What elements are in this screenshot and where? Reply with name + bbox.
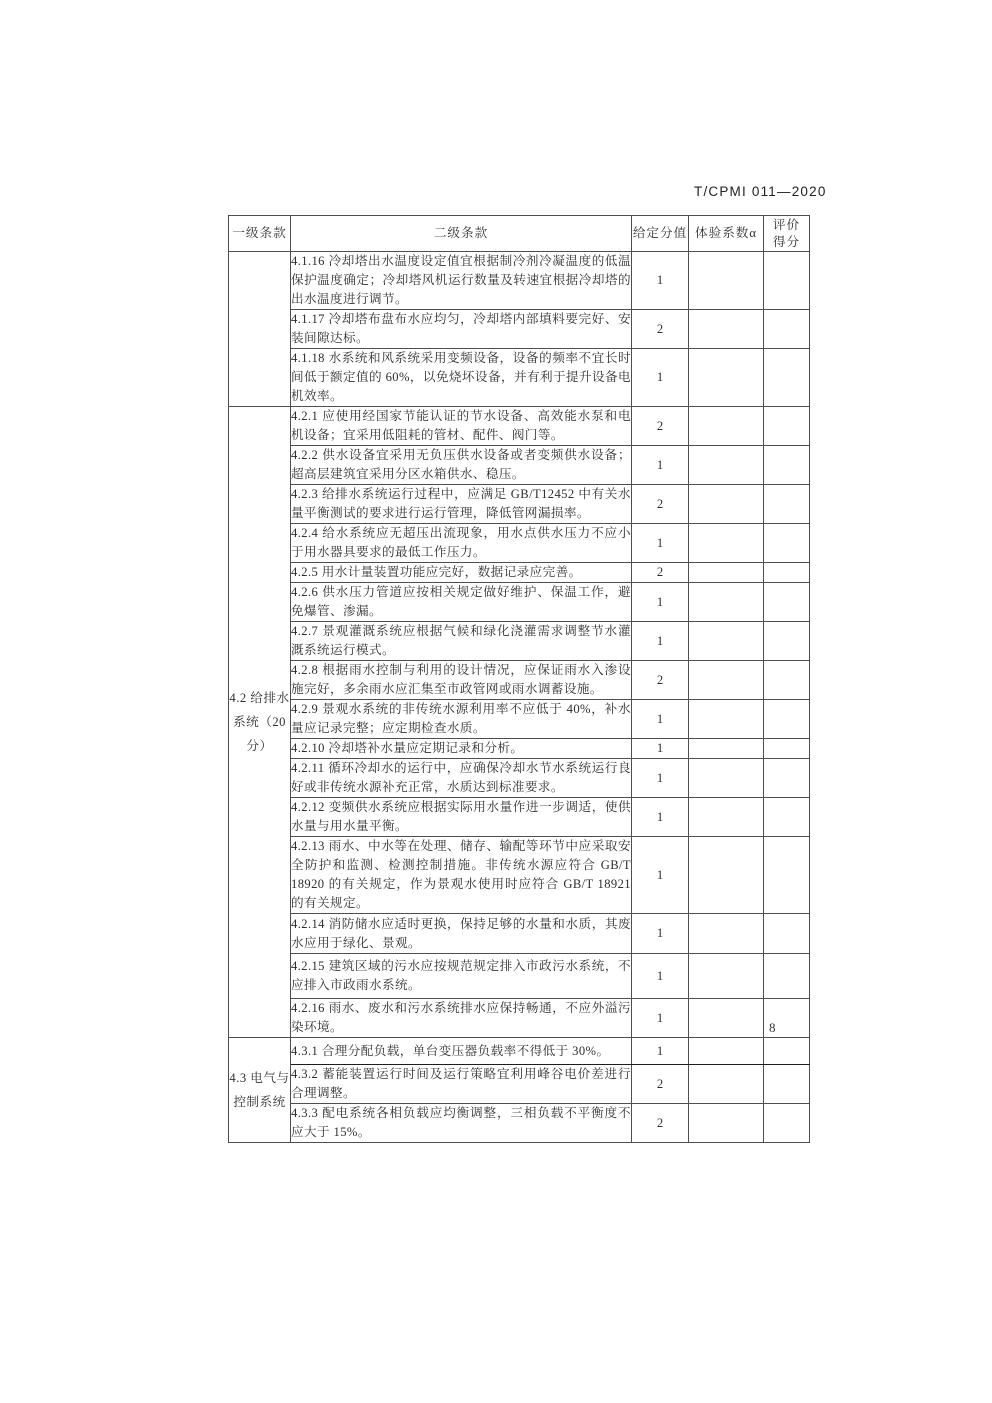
table-row: [229, 583, 810, 622]
table-row: [229, 798, 810, 837]
given-score-value: 2: [632, 563, 689, 583]
clause-text: 4.2.4 给水系统应无超压出流现象，用水点供水压力不应小于用水器具要求的最低工作压力。: [291, 524, 632, 563]
header-level2-clauses: 二级条款: [291, 216, 632, 252]
coefficient-cell: [689, 914, 764, 954]
clause-text: 4.2.7 景观灌溉系统应根据气候和绿化浇灌需求调整节水灌溉系统运行模式。: [291, 622, 632, 661]
table-row: [229, 739, 810, 759]
given-score-value: 1: [632, 999, 689, 1038]
evaluation-score-cell: [764, 349, 810, 407]
clause-text: 4.2.2 供水设备宜采用无负压供水设备或者变频供水设备；超高层建筑宜采用分区水箱供水、稳压。: [291, 446, 632, 485]
clause-text: 4.3.3 配电系统各相负载应均衡调整，三相负载不平衡度不应大于 15%。: [291, 1104, 632, 1143]
table-row: [229, 524, 810, 563]
given-score-value: 1: [632, 446, 689, 485]
page-number: 8: [769, 1020, 776, 1035]
clause-text: 4.2.13 雨水、中水等在处理、储存、输配等环节中应采取安全防护和监测、检测控制措施。非传统水源应符合 GB/T 18920 的有关规定，作为景观水使用时应符合 GB/T 18921 的有关规定。: [291, 837, 632, 914]
coefficient-cell: [689, 349, 764, 407]
given-score-value: 1: [632, 252, 689, 310]
coefficient-cell: [689, 407, 764, 446]
given-score-value: 1: [632, 914, 689, 954]
header-evaluation-score-line2: 得分: [772, 234, 801, 249]
evaluation-score-cell: [764, 914, 810, 954]
evaluation-score-cell: [764, 524, 810, 563]
evaluation-score-cell: [764, 661, 810, 700]
evaluation-score-cell: [764, 583, 810, 622]
table-row: [229, 1065, 810, 1104]
table-row: [229, 349, 810, 407]
coefficient-cell: [689, 622, 764, 661]
given-score-value: 2: [632, 485, 689, 524]
table-row: [229, 914, 810, 954]
table-row: [229, 837, 810, 914]
coefficient-cell: [689, 700, 764, 739]
coefficient-cell: [689, 798, 764, 837]
clause-text: 4.3.2 蓄能装置运行时间及运行策略宜利用峰谷电价差进行合理调整。: [291, 1065, 632, 1104]
evaluation-score-cell: [764, 759, 810, 798]
coefficient-cell: [689, 954, 764, 999]
coefficient-cell: [689, 563, 764, 583]
clause-text: 4.2.11 循环冷却水的运行中，应确保冷却水节水系统运行良好或非传统水源补充正常，水质达到标准要求。: [291, 759, 632, 798]
header-level1-clauses: 一级条款: [229, 216, 291, 252]
given-score-value: 1: [632, 583, 689, 622]
given-score-value: 2: [632, 661, 689, 700]
category-cell: [229, 252, 291, 407]
clause-text: 4.2.8 根据雨水控制与利用的设计情况，应保证雨水入渗设施完好，多余雨水应汇集至市政管网或雨水调蓄设施。: [291, 661, 632, 700]
given-score-value: 2: [632, 1104, 689, 1143]
evaluation-score-cell: [764, 1104, 810, 1143]
clause-text: 4.2.3 给排水系统运行过程中，应满足 GB/T12452 中有关水量平衡测试的要求进行运行管理，降低管网漏损率。: [291, 485, 632, 524]
coefficient-cell: [689, 739, 764, 759]
coefficient-cell: [689, 583, 764, 622]
table-header-row: [229, 216, 810, 252]
given-score-value: 1: [632, 1038, 689, 1065]
table-row: [229, 563, 810, 583]
doc-number: T/CPMI 011—2020: [694, 184, 827, 199]
evaluation-score-cell: [764, 622, 810, 661]
clause-text: 4.2.1 应使用经国家节能认证的节水设备、高效能水泵和电机设备；宜采用低阻耗的管材、配件、阀门等。: [291, 407, 632, 446]
evaluation-score-cell: [764, 407, 810, 446]
given-score-value: 1: [632, 837, 689, 914]
given-score-value: 1: [632, 700, 689, 739]
evaluation-score-cell: [764, 739, 810, 759]
given-score-value: 1: [632, 524, 689, 563]
coefficient-cell: [689, 661, 764, 700]
table-row: [229, 759, 810, 798]
table-row: [229, 622, 810, 661]
evaluation-score-cell: [764, 252, 810, 310]
given-score-value: 1: [632, 349, 689, 407]
coefficient-cell: [689, 252, 764, 310]
clause-text: 4.2.9 景观水系统的非传统水源利用率不应低于 40%，补水量应记录完整；应定期检查水质。: [291, 700, 632, 739]
coefficient-cell: [689, 759, 764, 798]
table-row: [229, 661, 810, 700]
table-row: [229, 485, 810, 524]
evaluation-score-cell: [764, 563, 810, 583]
clause-text: 4.1.16 冷却塔出水温度设定值宜根据制冷剂冷凝温度的低温保护温度确定；冷却塔风机运行数量及转速宜根据冷却塔的出水温度进行调节。: [291, 252, 632, 310]
coefficient-cell: [689, 310, 764, 349]
coefficient-cell: [689, 1065, 764, 1104]
table-row: [229, 999, 810, 1038]
table-row: [229, 700, 810, 739]
header-evaluation-score-line1: 评价: [772, 217, 801, 232]
given-score-value: 1: [632, 622, 689, 661]
category-cell: 4.3 电气与控制系统: [229, 1038, 291, 1143]
coefficient-cell: [689, 1104, 764, 1143]
coefficient-cell: [689, 446, 764, 485]
given-score-value: 2: [632, 407, 689, 446]
evaluation-score-cell: [764, 310, 810, 349]
clause-text: 4.2.10 冷却塔补水量应定期记录和分析。: [291, 739, 632, 759]
evaluation-score-cell: [764, 1038, 810, 1065]
given-score-value: 1: [632, 739, 689, 759]
clause-text: 4.2.16 雨水、废水和污水系统排水应保持畅通，不应外溢污染环境。: [291, 999, 632, 1038]
evaluation-score-cell: [764, 485, 810, 524]
coefficient-cell: [689, 837, 764, 914]
evaluation-score-cell: [764, 954, 810, 999]
evaluation-score-cell: [764, 837, 810, 914]
given-score-value: 1: [632, 759, 689, 798]
header-experience-coefficient: 体验系数α: [689, 216, 764, 252]
coefficient-cell: [689, 1038, 764, 1065]
given-score-value: 1: [632, 954, 689, 999]
table-row: [229, 446, 810, 485]
table-row: [229, 1038, 810, 1065]
table-row: [229, 310, 810, 349]
evaluation-score-cell: [764, 700, 810, 739]
clause-text: 4.3.1 合理分配负载，单台变压器负载率不得低于 30%。: [291, 1038, 632, 1065]
table-row: [229, 1104, 810, 1143]
header-given-score: 给定分值: [632, 216, 689, 252]
coefficient-cell: [689, 524, 764, 563]
clauses-table: [228, 215, 810, 1143]
category-cell: 4.2 给排水系统（20 分）: [229, 407, 291, 1038]
given-score-value: 2: [632, 310, 689, 349]
clause-text: 4.2.15 建筑区域的污水应按规范规定排入市政污水系统，不应排入市政雨水系统。: [291, 954, 632, 999]
table-row: [229, 252, 810, 310]
evaluation-score-cell: [764, 798, 810, 837]
table-row: [229, 954, 810, 999]
given-score-value: 1: [632, 798, 689, 837]
clause-text: 4.2.14 消防储水应适时更换，保持足够的水量和水质，其废水应用于绿化、景观。: [291, 914, 632, 954]
clause-text: 4.1.17 冷却塔布盘布水应均匀，冷却塔内部填料要完好、安装间隙达标。: [291, 310, 632, 349]
table-row: [229, 407, 810, 446]
evaluation-score-cell: [764, 446, 810, 485]
clause-text: 4.1.18 水系统和风系统采用变频设备，设备的频率不宜长时间低于额定值的 60%，以免烧坏设备，并有利于提升设备电机效率。: [291, 349, 632, 407]
clause-text: 4.2.12 变频供水系统应根据实际用水量作进一步调适，使供水量与用水量平衡。: [291, 798, 632, 837]
coefficient-cell: [689, 999, 764, 1038]
clause-text: 4.2.5 用水计量装置功能应完好，数据记录应完善。: [291, 563, 632, 583]
coefficient-cell: [689, 485, 764, 524]
header-evaluation-score: [764, 216, 810, 252]
given-score-value: 2: [632, 1065, 689, 1104]
clause-text: 4.2.6 供水压力管道应按相关规定做好维护、保温工作，避免爆管、渗漏。: [291, 583, 632, 622]
evaluation-score-cell: [764, 1065, 810, 1104]
